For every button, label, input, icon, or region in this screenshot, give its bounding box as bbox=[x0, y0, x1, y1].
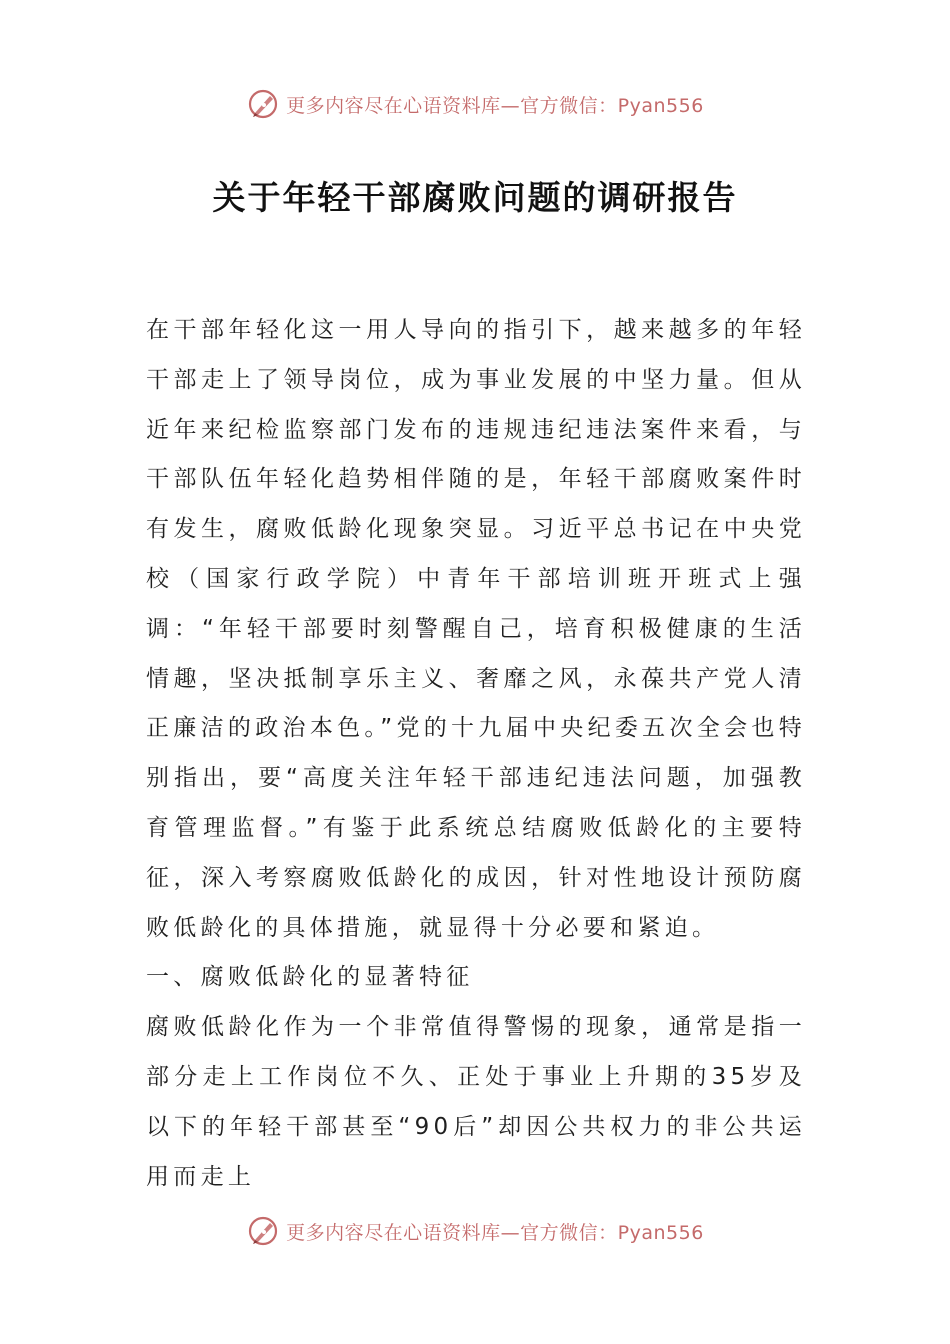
pen-logo-icon bbox=[246, 87, 280, 121]
section-heading: 一、腐败低龄化的显著特征 bbox=[146, 964, 474, 991]
paragraph-section-one: 腐败低龄化作为一个非常值得警惕的现象，通常是指一部分走上工作岗位不久、正处于事业上升期的35岁及以下的年轻干部甚至“90后”却因公共权力的非公共运用而走上 bbox=[146, 1014, 806, 1190]
pen-logo-icon bbox=[246, 1214, 280, 1248]
document-title: 关于年轻干部腐败问题的调研报告 bbox=[212, 178, 738, 217]
watermark-text: 更多内容尽在心语资料库—官方微信：Pyan556 bbox=[286, 1221, 704, 1244]
paragraph-intro: 在干部年轻化这一用人导向的指引下，越来越多的年轻干部走上了领导岗位，成为事业发展的中坚力量。但从近年来纪检监察部门发布的违规违纪违法案件来看，与干部队伍年轻化趋势相伴随的是，年轻干部腐败案件时有发生，腐败低龄化现象突显。习近平总书记在中央党校（国家行政学院）中青年干部培训班开班式上强调：“年轻干部要时刻警醒自己，培育积极健康的生活情趣，坚决抵制享乐主义、奢靡之风，永葆共产党人清正廉洁的政治本色。”党的十九届中央纪委五次全会也特别指出，要“高度关注年轻干部违纪违法问题，加强教育管理监督。”有鉴于此系统总结腐败低龄化的主要特征，深入考察腐败低龄化的成因，针对性地设计预防腐败低龄化的具体措施，就显得十分必要和紧迫。 bbox=[146, 317, 806, 941]
document-body bbox=[146, 306, 806, 1202]
header-watermark bbox=[0, 84, 950, 124]
footer-watermark bbox=[0, 1211, 950, 1251]
watermark-text: 更多内容尽在心语资料库—官方微信：Pyan556 bbox=[286, 94, 704, 117]
